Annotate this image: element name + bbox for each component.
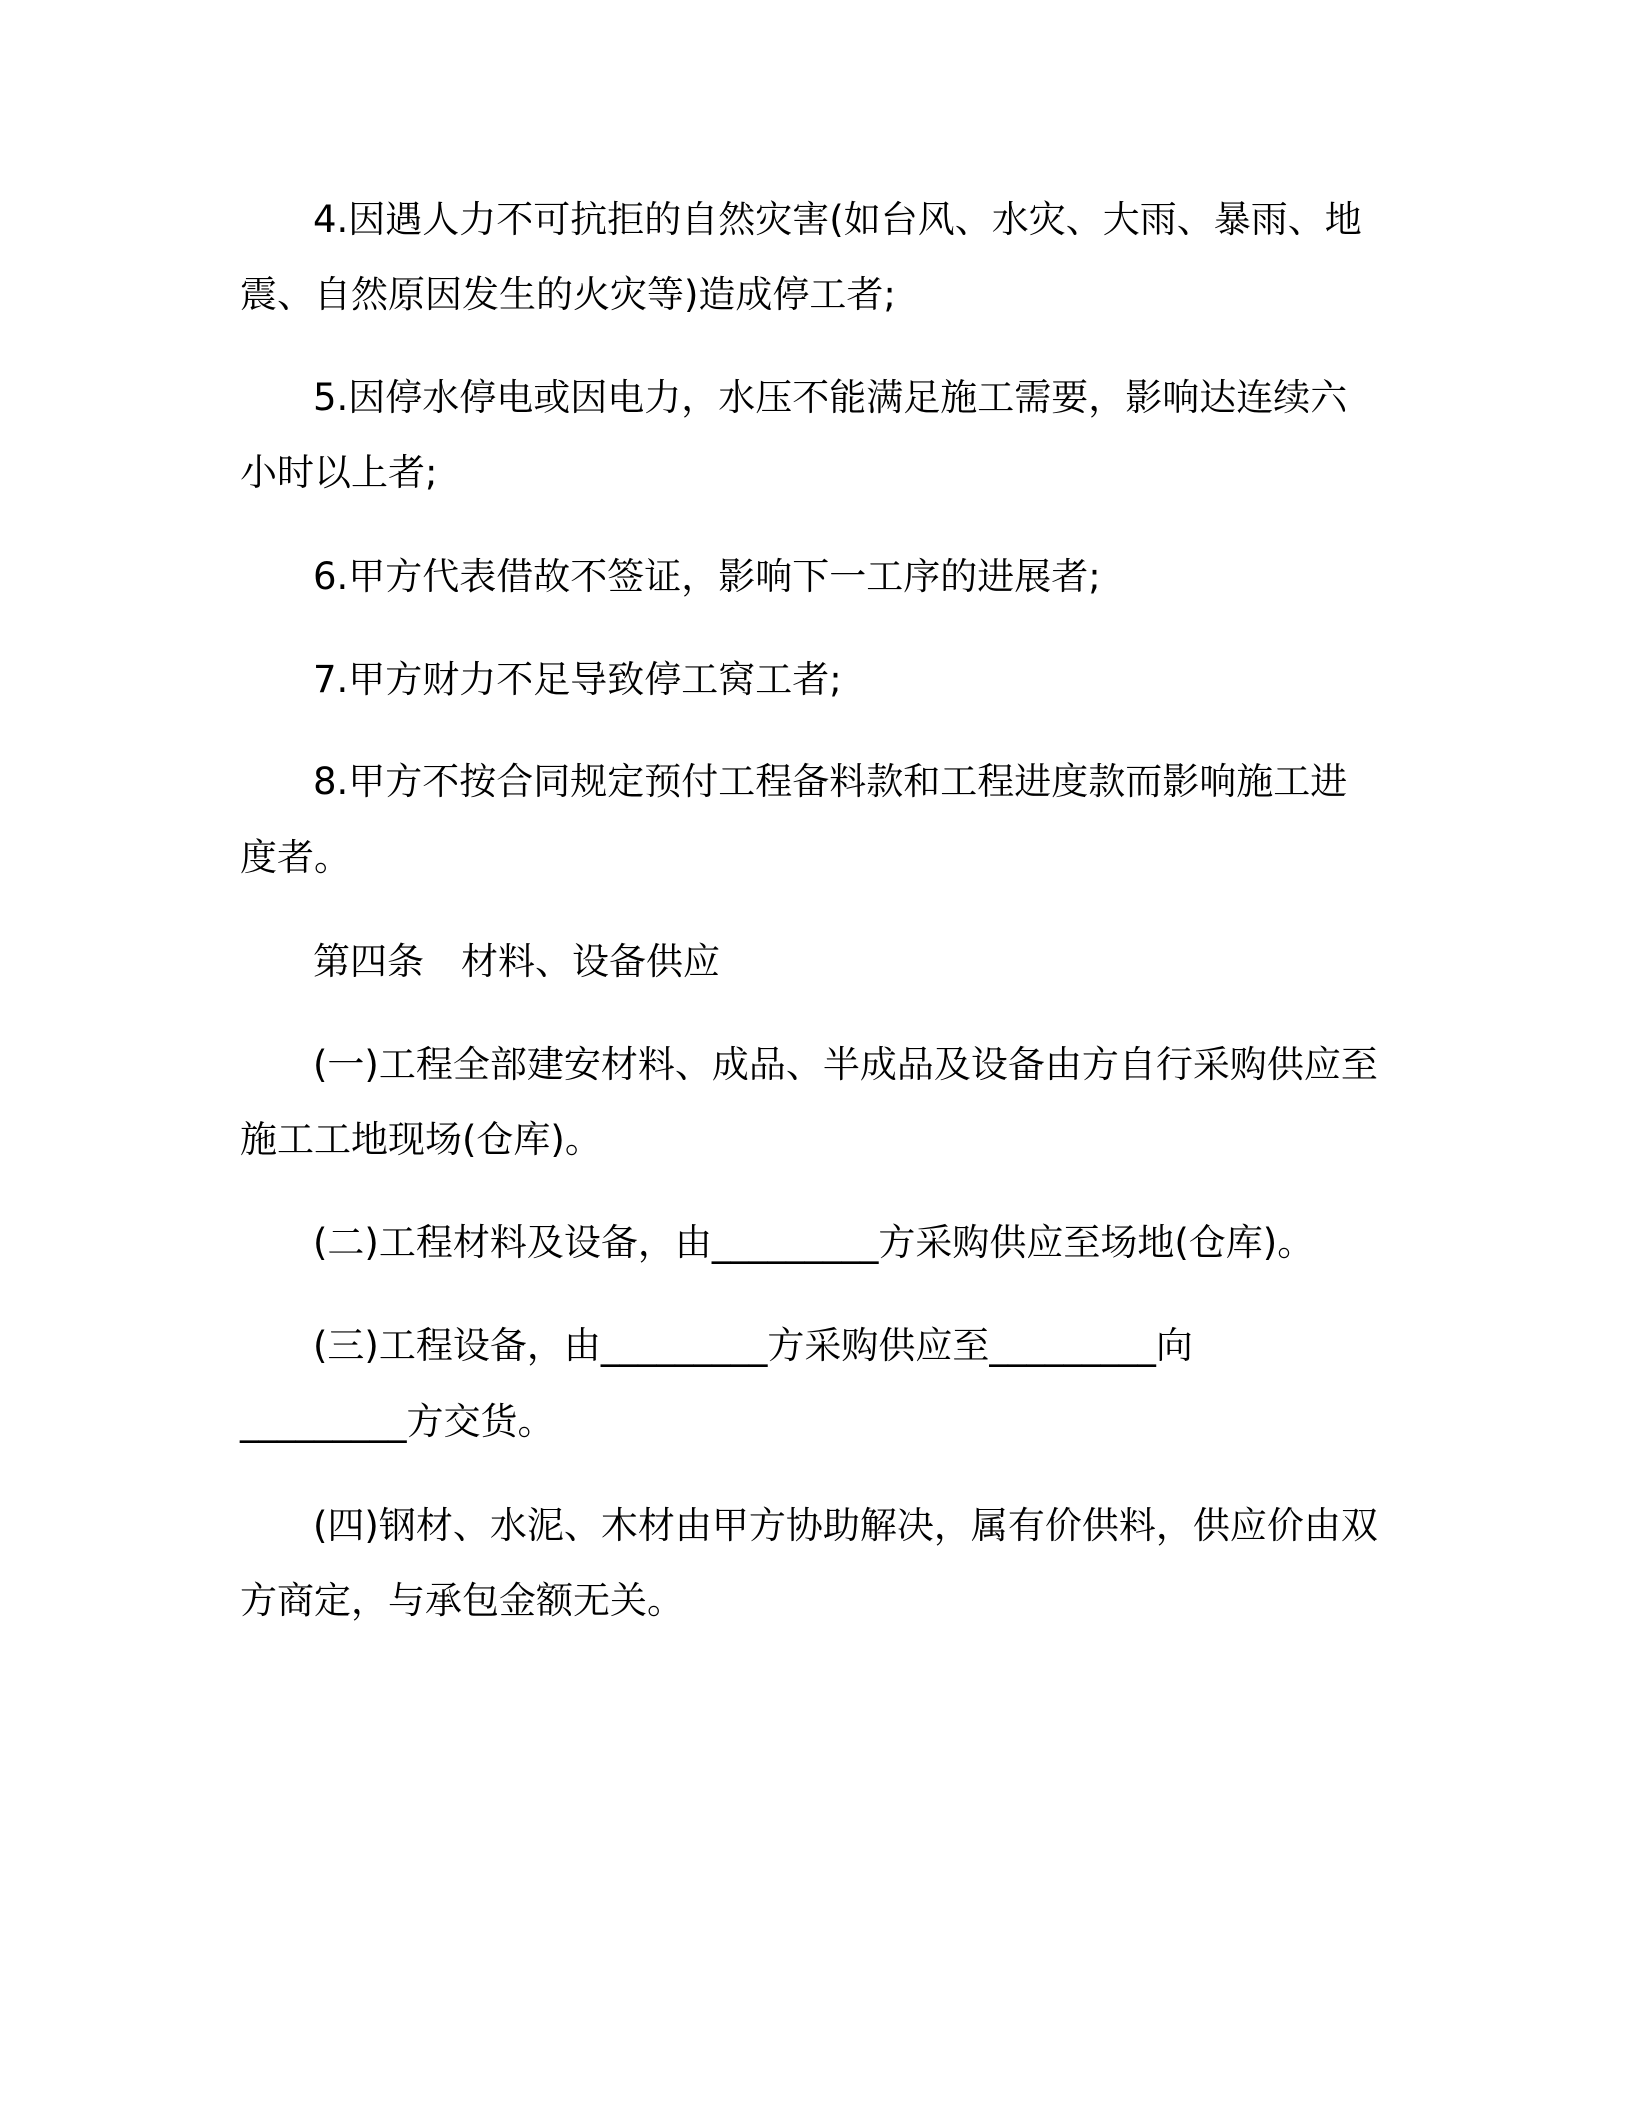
p8-line-2: 度者。 xyxy=(240,836,351,879)
s3-line-2: _________方交货。 xyxy=(240,1400,555,1443)
p7-line-1: 7.甲方财力不足导致停工窝工者; xyxy=(313,658,842,701)
article-4-heading: 第四条 材料、设备供应 xyxy=(313,940,720,983)
s4-line-1: (四)钢材、水泥、木材由甲方协助解决，属有价供料，供应价由双 xyxy=(313,1504,1378,1547)
p4-line-2: 震、自然原因发生的火灾等)造成停工者; xyxy=(240,273,896,316)
p5-line-1: 5.因停水停电或因电力，水压不能满足施工需要，影响达连续六 xyxy=(313,376,1348,419)
s4-line-2: 方商定，与承包金额无关。 xyxy=(240,1579,684,1622)
p6-line-1: 6.甲方代表借故不签证，影响下一工序的进展者; xyxy=(313,555,1101,598)
s1-line-2: 施工工地现场(仓库)。 xyxy=(240,1118,602,1161)
p4-line-1: 4.因遇人力不可抗拒的自然灾害(如台风、水灾、大雨、暴雨、地 xyxy=(313,198,1362,241)
s2-line-1: (二)工程材料及设备，由_________方采购供应至场地(仓库)。 xyxy=(313,1221,1315,1264)
p8-line-1: 8.甲方不按合同规定预付工程备料款和工程进度款而影响施工进 xyxy=(313,760,1348,803)
p5-line-2: 小时以上者; xyxy=(240,451,438,494)
s3-line-1: (三)工程设备，由_________方采购供应至_________向 xyxy=(313,1324,1193,1367)
s1-line-1: (一)工程全部建安材料、成品、半成品及设备由方自行采购供应至 xyxy=(313,1043,1378,1086)
